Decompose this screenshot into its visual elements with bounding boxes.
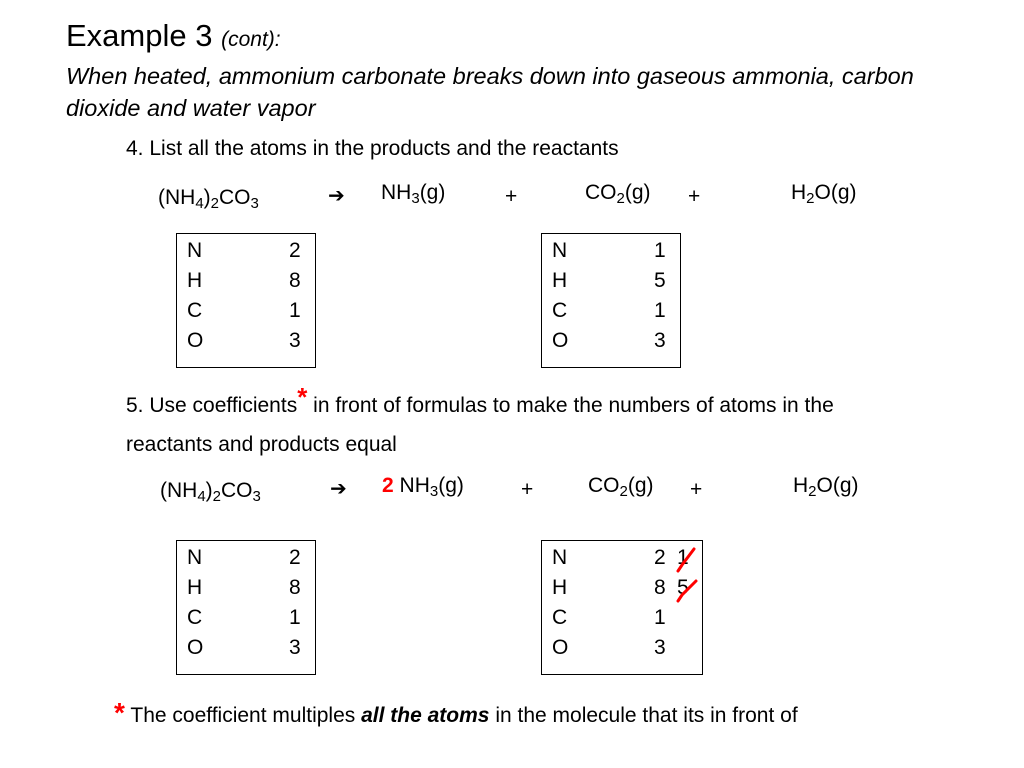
reactant-atom-box-1: [176, 233, 316, 368]
eq2-plus-1: +: [521, 478, 534, 501]
eq2-reactant: $(NH_4)_2CO_3$: [160, 479, 261, 505]
atom-count: 1: [654, 299, 666, 322]
atom-label: O: [552, 636, 569, 659]
atom-count: 3: [654, 329, 666, 352]
eq1-ammonia: $NH_3(g)$: [381, 181, 446, 207]
eq1-water: $H_2O(g)$: [791, 181, 857, 207]
atom-label: H: [187, 576, 203, 599]
old-atom-count: 1: [677, 546, 689, 569]
eq2-water: $H_2O(g)$: [793, 474, 859, 500]
atom-count: 2: [654, 546, 666, 569]
atom-label: N: [552, 239, 568, 262]
product-atom-box-2: [541, 540, 703, 675]
atom-count: 3: [289, 636, 301, 659]
atom-label: O: [187, 329, 204, 352]
atom-count: 3: [654, 636, 666, 659]
atom-label: H: [552, 576, 568, 599]
step5-text-line2: reactants and products equal: [126, 433, 397, 456]
atom-label: N: [187, 239, 203, 262]
atom-count: 8: [654, 576, 666, 599]
title-cont: (cont):: [221, 28, 281, 51]
atom-count: 1: [289, 606, 301, 629]
atom-label: N: [187, 546, 203, 569]
atom-count: 1: [654, 606, 666, 629]
atom-count: 8: [289, 576, 301, 599]
eq1-plus-1: +: [505, 185, 518, 208]
eq2-arrow-icon: ➔: [330, 478, 347, 500]
footnote-asterisk-icon: *: [114, 697, 125, 728]
old-atom-count: 5: [677, 576, 689, 599]
eq1-reactant: $(NH_4)_2CO_3$: [158, 186, 259, 212]
strike-mark-icon: [672, 547, 702, 607]
atom-label: H: [552, 269, 568, 292]
coefficient: 2: [382, 474, 394, 497]
atom-label: C: [187, 299, 203, 322]
product-atom-box-1: [541, 233, 681, 368]
slide-title: [66, 18, 281, 54]
eq2-plus-2: +: [690, 478, 703, 501]
reactant-atom-box-2: [176, 540, 316, 675]
atom-label: C: [187, 606, 203, 629]
asterisk-icon: *: [297, 382, 308, 412]
atom-count: 1: [289, 299, 301, 322]
eq1-co2: $CO_2(g)$: [585, 181, 651, 207]
step4-text: 4. List all the atoms in the products and the reactants: [126, 137, 619, 160]
title-main: Example 3: [66, 18, 213, 53]
atom-count: 2: [289, 239, 301, 262]
footnote: * The coefficient multiples all the atoms in the molecule that its in front of: [114, 697, 798, 728]
eq1-arrow-icon: ➔: [328, 185, 345, 207]
step5-text-line1: 5. Use coefficients* in front of formulas to make the numbers of atoms in the: [126, 382, 834, 417]
atom-label: C: [552, 606, 568, 629]
atom-count: 8: [289, 269, 301, 292]
atom-count: 5: [654, 269, 666, 292]
eq2-ammonia: 2 $NH_3(g)$: [382, 474, 464, 500]
eq1-plus-2: +: [688, 185, 701, 208]
atom-count: 3: [289, 329, 301, 352]
atom-count: 2: [289, 546, 301, 569]
slide-subtitle: When heated, ammonium carbonate breaks down into gaseous ammonia, carbon dioxide and water vapor: [66, 63, 914, 121]
atom-label: O: [187, 636, 204, 659]
atom-label: N: [552, 546, 568, 569]
eq2-co2: $CO_2(g)$: [588, 474, 654, 500]
atom-count: 1: [654, 239, 666, 262]
atom-label: O: [552, 329, 569, 352]
atom-label: C: [552, 299, 568, 322]
atom-label: H: [187, 269, 203, 292]
